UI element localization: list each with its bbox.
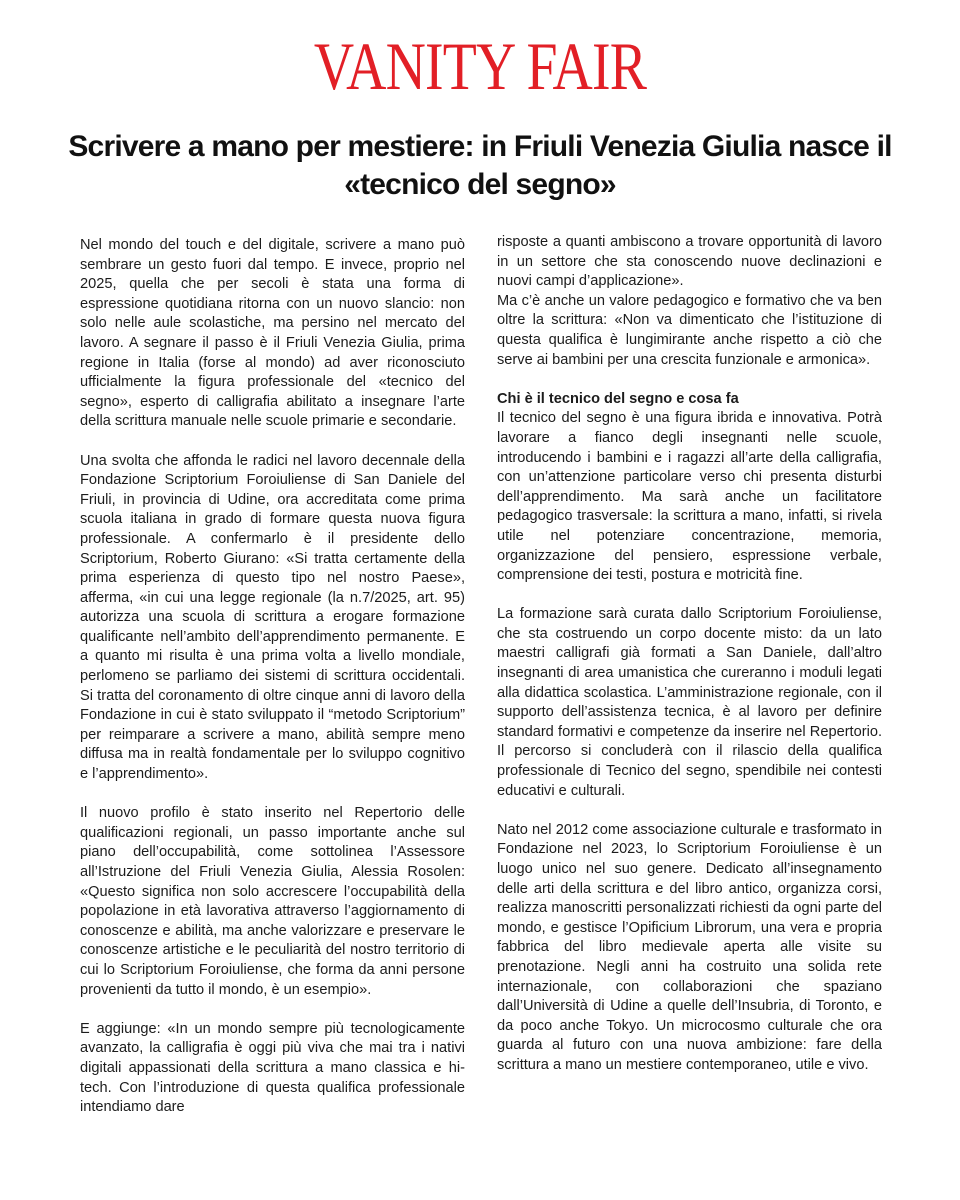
- article-column-left: [80, 236, 465, 1118]
- paragraph-storia: Nato nel 2012 come associazione culturale e trasformato in Fondazione nel 2023, lo Scriptorium Foroiuliense è un luogo unico nel suo genere. Dedicato all’insegnamento delle arti della scrittura e del libro antico, organizza corsi, realizza manoscritti personalizzati richiesti da ogni parte del mondo, e gestisce l’Opificium Librorum, una vera e propria fabbrica del libro medievale aperta alle visite su prenotazione. Negli anni ha costruito una solida rete internazionale, con collaborazioni che spaziano dall’Università di Udine a quelle dell’Insubria, di Toronto, e da poco anche Tokyo. Un microcosmo culturale che ora guarda al futuro con una nuova ambizione: fare della scrittura a mano un mestiere contemporaneo, utile e vivo.: [497, 821, 882, 1073]
- paragraph-aggiunge: E aggiunge: «In un mondo sempre più tecnologicamente avanzato, la calligrafia è oggi più viva che mai tra i nativi digitali appassionati della scrittura a mano classica e hi-tech. Con l’introduzione di questa qualifica professionale intendiamo dare: [80, 1020, 465, 1116]
- section-subheading: Chi è il tecnico del segno e cosa fa: [497, 390, 739, 407]
- paragraph-pedagogico: Ma c’è anche un valore pedagogico e formativo che va ben oltre la scrittura: «Non va dimenticato che l’istituzione di questa qualifica è lungimirante anche rispetto a ciò che serve ai bambini per una crescita funzionale e armonica».: [497, 292, 882, 368]
- vanity-fair-logo: VANITY FAIR: [313, 28, 647, 104]
- paragraph-figura: Il tecnico del segno è una figura ibrida e innovativa. Potrà lavorare a fianco degli insegnanti nelle scuole, introducendo i bambini e i ragazzi all’arte della calligrafia, con un’attenzione particolare verso chi presenta disturbi dell’apprendimento. Ma sarà anche un facilitatore pedagogico trasversale: la scrittura a mano, infatti, si rivela utile nel potenziare concentrazione, memoria, organizzazione del pensiero, espressione verbale, comprensione dei testi, postura e motricità fine.: [497, 410, 882, 584]
- paragraph-formazione: La formazione sarà curata dallo Scriptorium Foroiuliense, che sta costruendo un corpo docente misto: da un lato maestri calligrafi già formati a San Daniele, dall’altro insegnanti di area umanistica che cureranno i moduli legati alla didattica scolastica. L’amministrazione regionale, con il supporto dell’assistenza tecnica, è al lavoro per definire standard formativi e competenze da inserire nel Repertorio. Il percorso si concluderà con il rilascio della qualifica professionale di Tecnico del segno, spendibile nei contesti educativi e culturali.: [497, 606, 882, 799]
- article-headline: Scrivere a mano per mestiere: in Friuli Venezia Giulia nasce il «tecnico del segno»: [68, 130, 892, 201]
- paragraph-continuation: risposte a quanti ambiscono a trovare opportunità di lavoro in un settore che sta conoscendo nuove declinazioni e nuovi campi d’applicazione».: [497, 234, 882, 290]
- paragraph-fondazione: Una svolta che affonda le radici nel lavoro decennale della Fondazione Scriptorium Foroiuliense di San Daniele del Friuli, in provincia di Udine, ora accreditata come prima scuola italiana in grado di formare questa nuova figura professionale. A confermarlo è il presidente dello Scriptorium, Roberto Giurano: «Si tratta certamente della prima esperienza di questo tipo nel nostro Paese», afferma, «in cui una legge regionale (la n.7/2025, art. 95) autorizza una scuola di scrittura a erogare formazione qualificante nell’ambito dell’apprendimento permanente. E a quanto mi risulta è una prima volta a livello mondiale, perlomeno se parliamo dei sistemi di scrittura occidentali. Si tratta del coronamento di oltre cinque anni di lavoro della Fondazione in cui è stato sviluppato il “metodo Scriptorium” per reimparare a scrivere a mano, abilità sempre meno diffusa ma in realtà fondamentale per lo sviluppo cognitivo e l’apprendimento».: [80, 452, 465, 783]
- paragraph-intro: Nel mondo del touch e del digitale, scrivere a mano può sembrare un gesto fuori dal tempo. E invece, proprio nel 2025, quella che per secoli è stata una forma di espressione quotidiana ritorna con un nuovo slancio: non solo nelle aule scolastiche, ma persino nel mercato del lavoro. A segnare il passo è il Friuli Venezia Giulia, prima regione in Italia (forse al mondo) ad aver riconosciuto ufficialmente la figura professionale del «tecnico del segno», esperto di calligrafia abilitato a insegnare l’arte della scrittura manuale nelle scuole primarie e secondarie.: [80, 237, 465, 430]
- article-column-right: [497, 233, 882, 1076]
- paragraph-repertorio: Il nuovo profilo è stato inserito nel Repertorio delle qualificazioni regionali, un passo importante anche sul piano dell’occupabilità, come sottolinea l’Assessore all’Istruzione del Friuli Venezia Giulia, Alessia Rosolen: «Questo significa non solo accrescere l’occupabilità della popolazione in età lavorativa attraverso l’aggiornamento di conoscenze e abilità, ma anche valorizzare e preservare le conoscenze artistiche e le peculiarità del nostro territorio di cui lo Scriptorium Foroiuliense, che forma da anni persone provenienti da tutto il mondo, è un esempio».: [80, 805, 465, 998]
